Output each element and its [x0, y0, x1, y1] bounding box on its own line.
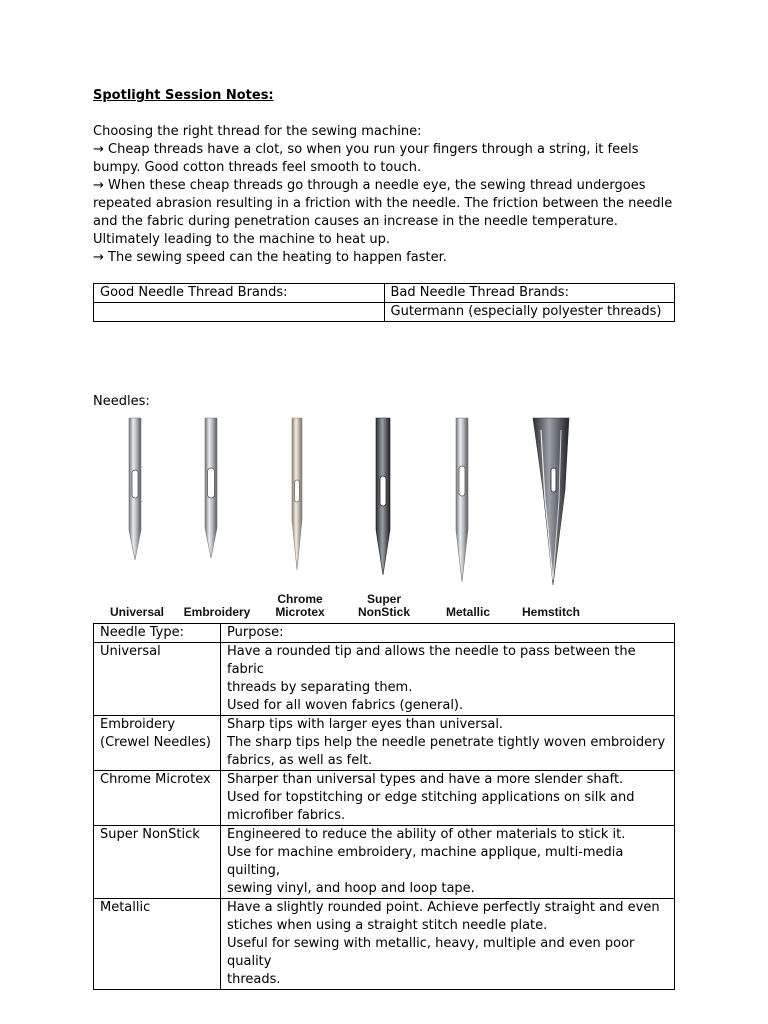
purpose-line: threads by separating them.	[227, 680, 413, 695]
chrome-microtex-needle-icon	[292, 418, 302, 570]
purpose-line: Have a slightly rounded point. Achieve perfectly straight and even	[227, 900, 660, 915]
chrome-caption-line1: Chrome	[277, 592, 323, 606]
table-row	[94, 303, 675, 322]
intro-point	[93, 177, 683, 249]
page-title: Spotlight Session Notes:	[93, 88, 274, 103]
metallic-needle-icon	[456, 418, 468, 582]
table-row	[94, 716, 675, 771]
embroidery-needle-icon	[205, 418, 217, 558]
intro-point	[93, 249, 683, 267]
universal-needle-icon	[129, 418, 141, 560]
universal-caption: Universal	[109, 605, 165, 619]
purpose-line: stiches when using a straight stitch needle plate.	[227, 918, 548, 933]
needles-label: Needles:	[93, 394, 150, 409]
chrome-caption-line2: Microtex	[275, 605, 325, 619]
purpose-line: Used for topstitching or edge stitching applications on silk and	[227, 790, 635, 805]
purpose-line: Sharp tips with larger eyes than universal.	[227, 717, 504, 732]
arrow-icon: →	[93, 250, 104, 265]
purpose-line: Have a rounded tip and allows the needle to pass between the fabric	[227, 644, 636, 677]
table-header-row	[94, 624, 675, 643]
super-nonstick-needle-icon	[376, 418, 390, 575]
purpose-line: microfiber fabrics.	[227, 808, 346, 823]
needle-type-header: Needle Type:	[94, 624, 221, 643]
table-row	[94, 826, 675, 899]
table-row	[94, 284, 675, 303]
purpose-cell	[221, 826, 675, 899]
purpose-line: The sharp tips help the needle penetrate tightly woven embroidery	[227, 735, 666, 750]
intro-point-text: Cheap threads have a clot, so when you run your fingers through a string, it feels bumpy. Good cotton threads feel smooth to touch.	[93, 142, 639, 175]
super-caption-line2: NonStick	[357, 605, 411, 619]
table-row	[94, 643, 675, 716]
intro-point-text: When these cheap threads go through a needle eye, the sewing thread undergoes repeated abrasion resulting in a friction with the needle. The friction between the needle and the fabric during penetration causes an increase in the needle temperature. Ultimately leading to the machine to heat up.	[93, 178, 673, 247]
arrow-icon: →	[93, 142, 104, 157]
needle-type-line: Embroidery	[100, 717, 176, 732]
embroidery-caption: Embroidery	[183, 605, 251, 619]
purpose-line: sewing vinyl, and hoop and loop tape.	[227, 881, 475, 896]
hemstitch-caption: Hemstitch	[521, 605, 581, 619]
purpose-cell	[221, 643, 675, 716]
intro-point-text: The sewing speed can the heating to happen faster.	[108, 250, 447, 265]
purpose-cell	[221, 899, 675, 990]
intro-point	[93, 141, 683, 177]
hemstitch-needle-icon	[533, 418, 569, 585]
intro-heading: Choosing the right thread for the sewing machine:	[93, 124, 422, 139]
good-brands-header: Good Needle Thread Brands:	[94, 284, 385, 303]
purpose-line: fabrics, as well as felt.	[227, 753, 373, 768]
purpose-header: Purpose:	[221, 624, 675, 643]
purpose-line: Useful for sewing with metallic, heavy, multiple and even poor quality	[227, 936, 635, 969]
purpose-line: Used for all woven fabrics (general).	[227, 698, 464, 713]
needle-type-cell: Universal	[94, 643, 221, 716]
purpose-line: Sharper than universal types and have a more slender shaft.	[227, 772, 624, 787]
needle-types-table	[93, 623, 675, 990]
good-brands-cell	[94, 303, 385, 322]
needle-type-line: (Crewel Needles)	[100, 735, 212, 750]
arrow-icon: →	[93, 178, 104, 193]
needle-type-cell	[94, 716, 221, 771]
bad-brands-cell: Gutermann (especially polyester threads)	[384, 303, 675, 322]
metallic-caption: Metallic	[445, 605, 491, 619]
purpose-cell	[221, 716, 675, 771]
intro-section	[93, 123, 683, 267]
needle-type-cell: Metallic	[94, 899, 221, 990]
table-row	[94, 771, 675, 826]
needle-types-image	[93, 410, 605, 622]
table-row	[94, 899, 675, 990]
needle-type-cell: Chrome Microtex	[94, 771, 221, 826]
super-caption-line1: Super	[366, 592, 402, 606]
bad-brands-header: Bad Needle Thread Brands:	[384, 284, 675, 303]
needle-illustration	[93, 410, 605, 622]
purpose-line: Use for machine embroidery, machine applique, multi-media quilting,	[227, 845, 624, 878]
needle-type-cell: Super NonStick	[94, 826, 221, 899]
purpose-line: Engineered to reduce the ability of other materials to stick it.	[227, 827, 626, 842]
thread-brands-table	[93, 283, 675, 322]
purpose-line: threads.	[227, 972, 281, 987]
purpose-cell	[221, 771, 675, 826]
